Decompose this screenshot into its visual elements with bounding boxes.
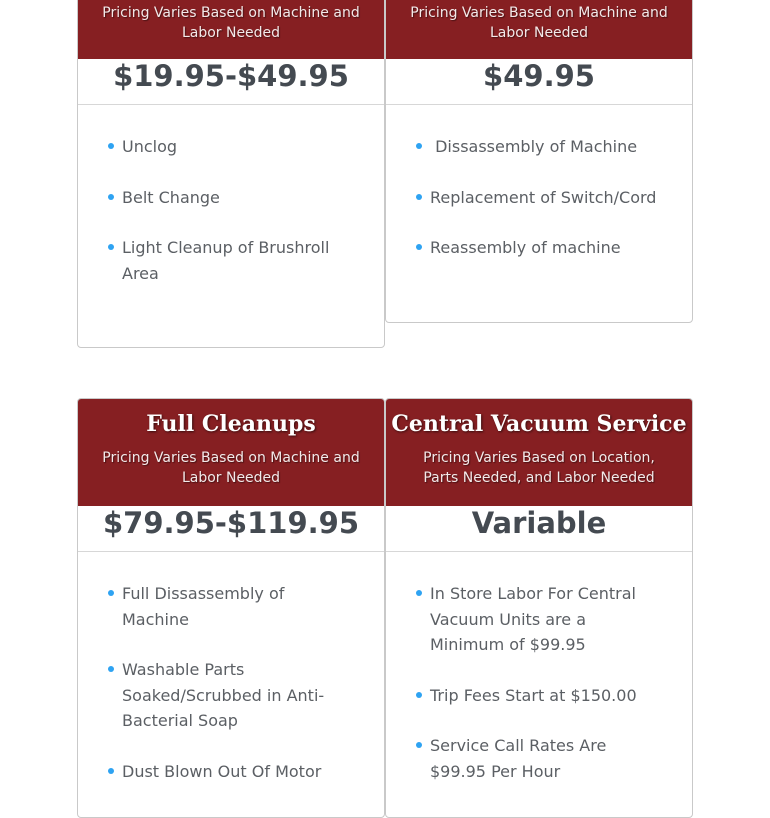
bullet-icon — [416, 194, 422, 200]
pricing-card-central-vacuum-service — [385, 398, 693, 818]
feature-text: Unclog — [122, 137, 178, 156]
bullet-icon — [416, 244, 422, 250]
feature-text: Dissassembly of Machine — [430, 137, 638, 156]
card-subtitle: Pricing Varies Based on Machine and Labor Needed — [102, 450, 360, 486]
card-subtitle: Pricing Varies Based on Location, Parts Needed, and Labor Needed — [423, 450, 655, 486]
feature-list — [386, 552, 692, 818]
feature-item — [104, 759, 354, 785]
feature-item — [104, 185, 354, 211]
bullet-icon — [416, 692, 422, 698]
feature-item — [104, 657, 354, 734]
card-price: $79.95-$119.95 — [78, 506, 384, 552]
bullet-icon — [416, 742, 422, 748]
card-header — [78, 0, 384, 59]
feature-text: Trip Fees Start at $150.00 — [430, 685, 637, 705]
bullet-icon — [108, 666, 114, 672]
feature-item — [412, 185, 662, 211]
feature-text: Service Call Rates Are $99.95 Per Hour — [430, 736, 607, 781]
card-header — [386, 0, 692, 59]
feature-list — [78, 552, 384, 818]
feature-text: Light Cleanup of Brushroll Area — [122, 238, 330, 283]
pricing-card-basic-repair — [77, 0, 385, 348]
feature-item — [412, 134, 662, 160]
card-price: Variable — [386, 506, 692, 552]
feature-item — [412, 581, 662, 658]
feature-text: Washable Parts Soaked/Scrubbed in Anti-Bacterial Soap — [122, 660, 325, 730]
bullet-icon — [108, 244, 114, 250]
feature-list — [386, 105, 692, 301]
feature-text: Full Dissassembly of Machine — [122, 584, 285, 629]
card-subtitle: Pricing Varies Based on Machine and Labor Needed — [102, 5, 360, 41]
feature-text: In Store Labor For Central Vacuum Units are a Minimum of $99.95 — [430, 584, 636, 654]
feature-item — [412, 235, 662, 261]
feature-item — [412, 683, 662, 709]
bullet-icon — [416, 590, 422, 596]
pricing-card-switch-repair — [385, 0, 693, 323]
feature-item — [104, 134, 354, 160]
bullet-icon — [108, 194, 114, 200]
pricing-card-full-cleanups — [77, 398, 385, 818]
card-title: Full Cleanups — [146, 411, 316, 437]
feature-text: Replacement of Switch/Cord — [430, 187, 657, 207]
feature-list — [78, 105, 384, 326]
feature-item — [104, 235, 354, 286]
feature-text: Reassembly of machine — [430, 238, 621, 257]
bullet-icon — [108, 590, 114, 596]
bullet-icon — [416, 143, 422, 149]
card-header — [386, 399, 692, 506]
feature-item — [412, 733, 662, 784]
card-header — [78, 399, 384, 506]
feature-text: Belt Change — [122, 187, 220, 207]
bullet-icon — [108, 768, 114, 774]
card-title: Central Vacuum Service — [391, 411, 687, 437]
card-price: $19.95-$49.95 — [78, 59, 384, 105]
card-subtitle: Pricing Varies Based on Machine and Labor Needed — [410, 5, 668, 41]
feature-item — [104, 581, 354, 632]
feature-text: Dust Blown Out Of Motor — [122, 761, 322, 781]
bullet-icon — [108, 143, 114, 149]
card-price: $49.95 — [386, 59, 692, 105]
